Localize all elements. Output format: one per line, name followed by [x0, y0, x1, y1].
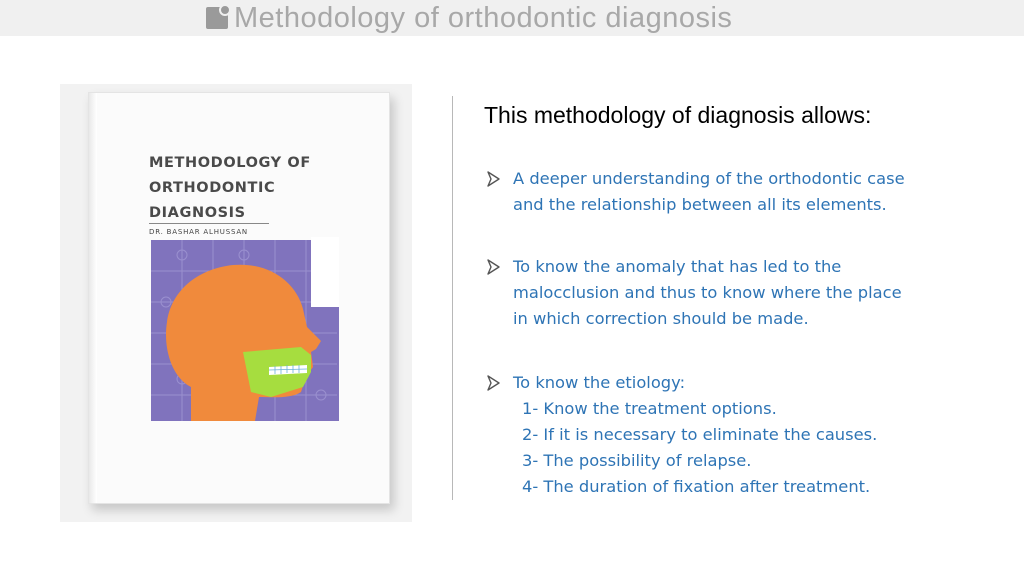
book-author: DR. BASHAR ALHUSSAN — [149, 228, 248, 236]
sub-list-item: 4- The duration of fixation after treatment. — [522, 477, 871, 496]
list-item-line: malocclusion and thus to know where the place — [513, 283, 902, 302]
vertical-divider — [452, 96, 453, 500]
book-title-line: METHODOLOGY OF — [149, 155, 311, 171]
book-spine — [89, 93, 97, 503]
puzzle-head-profile-image — [151, 237, 339, 421]
arrow-bullet-icon — [486, 166, 502, 192]
arrow-bullet-icon — [486, 254, 502, 280]
list-item-line: in which correction should be made. — [513, 309, 809, 328]
list-item-text — [513, 254, 902, 332]
arrow-bullet-icon — [486, 370, 502, 396]
list-item-text — [513, 370, 685, 396]
sub-list-item: 3- The possibility of relapse. — [522, 451, 752, 470]
book-cover-image — [88, 92, 390, 504]
content-heading: This methodology of diagnosis allows: — [484, 102, 872, 128]
header-bar — [0, 0, 1024, 36]
sub-list-item: 1- Know the treatment options. — [522, 399, 777, 418]
header-title-group — [206, 2, 732, 34]
presentation-logo-icon — [206, 7, 228, 29]
sub-list-item: 2- If it is necessary to eliminate the causes. — [522, 425, 878, 444]
book-title-rule — [149, 223, 269, 224]
missing-piece-gap — [311, 237, 339, 307]
list-item-text — [513, 166, 905, 218]
book-title — [149, 151, 349, 226]
book-title-line: ORTHODONTIC — [149, 180, 276, 196]
list-item-line: To know the anomaly that has led to the — [513, 257, 842, 276]
list-item-line: A deeper understanding of the orthodontic case — [513, 169, 905, 188]
slide-title: Methodology of orthodontic diagnosis — [234, 1, 733, 34]
list-item-line: To know the etiology: — [513, 373, 686, 392]
list-item-line: and the relationship between all its elements. — [513, 195, 887, 214]
book-title-line: DIAGNOSIS — [149, 205, 246, 221]
